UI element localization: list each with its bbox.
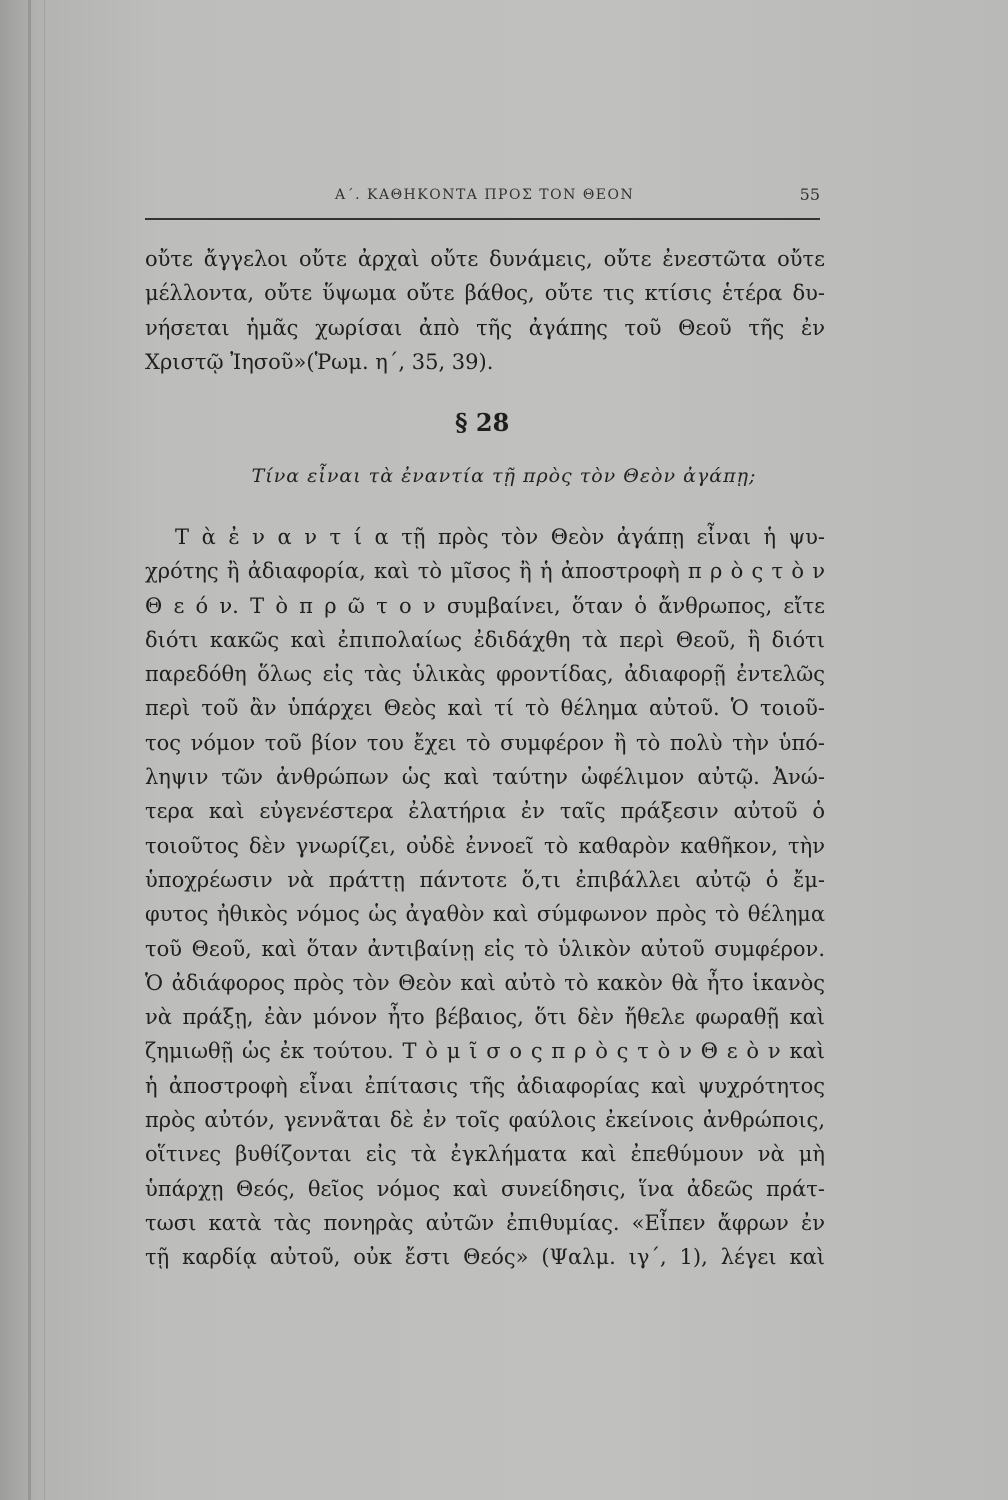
text-line: νήσεται ἡμᾶς χωρίσαι ἀπὸ τῆς ἀγάπης τοῦ Θεοῦ τῆς ἐν (145, 315, 825, 340)
text-line: ληψιν τῶν ἀνθρώπων ὡς καὶ ταύτην ὠφέλιμον αὐτῷ. Ἀνώ- (145, 765, 825, 790)
text-line: τῇ καρδίᾳ αὐτοῦ, οὐκ ἔστι Θεός» (Ψαλμ. ιγ΄, 1), λέγει καὶ (145, 1245, 825, 1270)
text-line: παρεδόθη ὅλως εἰς τὰς ὑλικὰς φροντίδας, ἀδιαφορῇ ἐντελῶς (145, 662, 825, 687)
text-line: φυτος ἠθικὸς νόμος ὡς ἀγαθὸν καὶ σύμφωνον πρὸς τὸ θέλημα (145, 902, 825, 927)
running-header (145, 183, 820, 213)
text-line: πρὸς αὐτόν, γεννᾶται δὲ ἐν τοῖς φαύλοις ἐκείνοις ἀνθρώποις, (145, 1108, 825, 1133)
text-line: οἵτινες βυθίζονται εἰς τὰ ἐγκλήματα καὶ ἐπεθύμουν νὰ μὴ (145, 1142, 825, 1167)
binding-shadow (28, 0, 31, 1500)
text-line: Ὁ ἀδιάφορος πρὸς τὸν Θεὸν καὶ αὐτὸ τὸ κακὸν θὰ ἦτο ἱκανὸς (145, 970, 825, 995)
text-line: τοῦ Θεοῦ, καὶ ὅταν ἀντιβαίνῃ εἰς τὸ ὑλικὸν αὐτοῦ συμφέρον. (145, 936, 825, 961)
text-line: ὑπάρχῃ Θεός, θεῖος νόμος καὶ συνείδησις, ἵνα ἀδεῶς πράτ- (145, 1176, 825, 1201)
page-number: 55 (799, 185, 820, 204)
text-line: Τ ὰ ἐ ν α ν τ ί α τῇ πρὸς τὸν Θεὸν ἀγάπῃ εἶναι ἡ ψυ- (175, 525, 825, 549)
running-header-title: Α΄. ΚΑΘΗΚΟΝΤΑ ΠΡΟΣ ΤΟΝ ΘΕΟΝ (335, 187, 635, 203)
body-paragraph (145, 520, 825, 1275)
text-line: Χριστῷ Ἰησοῦ»(Ῥωμ. η΄, 35, 39). (145, 349, 494, 374)
text-line: τοιοῦτος δὲν γνωρίζει, οὐδὲ ἐννοεῖ τὸ καθαρὸν καθῆκον, τὴν (145, 833, 825, 858)
text-line: ὑποχρέωσιν νὰ πράττῃ πάντοτε ὅ,τι ἐπιβάλλει αὐτῷ ὁ ἔμ- (145, 867, 825, 892)
text-line: μέλλοντα, οὔτε ὕψωμα οὔτε βάθος, οὔτε τις κτίσις ἑτέρα δυ- (145, 281, 825, 306)
section-question: Τίνα εἶναι τὰ ἐναντία τῇ πρὸς τὸν Θεὸν ἀγάπῃ; (251, 465, 757, 487)
text-line: νὰ πράξῃ, ἐὰν μόνον ἦτο βέβαιος, ὅτι δὲν ἤθελε φωραθῇ καὶ (145, 1005, 825, 1030)
intro-paragraph (145, 242, 825, 379)
header-rule (145, 218, 820, 220)
text-line: ἡ ἀποστροφὴ εἶναι ἐπίτασις τῆς ἀδιαφορίας καὶ ψυχρότητος (145, 1073, 825, 1098)
text-line: χρότης ἢ ἀδιαφορία, καὶ τὸ μῖσος ἢ ἡ ἀποστροφὴ π ρ ὸ ς τ ὸ ν (145, 559, 825, 584)
text-line: τερα καὶ εὐγενέστερα ἐλατήρια ἐν ταῖς πράξεσιν αὐτοῦ ὁ (145, 799, 825, 824)
text-line: περὶ τοῦ ἂν ὑπάρχει Θεὸς καὶ τί τὸ θέλημα αὐτοῦ. Ὁ τοιοῦ- (145, 696, 825, 721)
text-line: ζημιωθῇ ὡς ἐκ τούτου. Τ ὸ μ ῖ σ ο ς π ρ ὸ ς τ ὸ ν Θ ε ὸ ν καὶ (145, 1039, 825, 1064)
text-line: οὔτε ἄγγελοι οὔτε ἀρχαὶ οὔτε δυνάμεις, οὔτε ἐνεστῶτα οὔτε (145, 247, 825, 271)
text-line: τωσι κατὰ τὰς πονηρὰς αὐτῶν ἐπιθυμίας. «Εἶπεν ἄφρων ἐν (145, 1210, 825, 1235)
text-line: διότι κακῶς καὶ ἐπιπολαίως ἐδιδάχθη τὰ περὶ Θεοῦ, ἢ διότι (145, 627, 825, 652)
binding-line (44, 0, 45, 1500)
text-line: τος νόμον τοῦ βίον του ἔχει τὸ συμφέρον ἢ τὸ πολὺ τὴν ὑπό- (145, 730, 825, 755)
section-number: § 28 (455, 408, 510, 437)
text-line: Θ ε ό ν. Τ ὸ π ρ ῶ τ ο ν συμβαίνει, ὅταν ὁ ἄνθρωπος, εἴτε (145, 593, 825, 618)
